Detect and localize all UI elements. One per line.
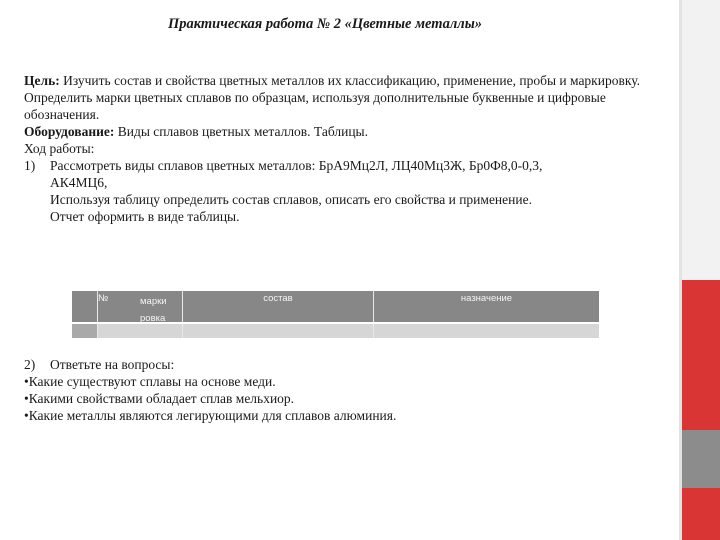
step1-line2: АК4МЦ6,	[50, 175, 108, 190]
step1-line1-text: Рассмотреть виды сплавов цветных металлов: БрА9Мц2Л, ЛЦ40Мц3Ж, Бр0Ф8,0-0,3,	[50, 158, 543, 173]
questions-section	[24, 356, 654, 424]
table-cell	[72, 324, 98, 338]
header-cell-number: №	[72, 291, 98, 322]
step1-number: 1)	[24, 158, 36, 173]
goal-paragraph	[24, 72, 654, 123]
task-description	[24, 72, 654, 225]
progress-label: Ход работы:	[24, 141, 95, 156]
table-cell	[183, 324, 374, 338]
question-item: •Какие существуют сплавы на основе меди.	[24, 374, 276, 389]
question-item: •Какими свойствами обладает сплав мельхиор.	[24, 391, 295, 406]
report-table	[72, 291, 599, 338]
equipment-text: Виды сплавов цветных металлов. Таблицы.	[114, 124, 368, 139]
step1-line1	[24, 157, 654, 174]
side-bar-grey-segment	[682, 430, 720, 488]
table-row	[72, 324, 599, 338]
side-bar-red-segment	[682, 280, 720, 430]
step1-line4: Отчет оформить в виде таблицы.	[50, 209, 240, 224]
step1-line3: Используя таблицу определить состав сплавов, описать его свойства и применение.	[50, 192, 532, 207]
step2-number: 2)	[24, 357, 36, 372]
equipment-paragraph	[24, 123, 654, 140]
header-cell-marking: марки ровка	[98, 291, 183, 322]
table-cell	[98, 324, 183, 338]
equipment-label: Оборудование:	[24, 124, 115, 139]
step2-line	[24, 356, 654, 373]
header-cell-composition: состав	[183, 291, 374, 322]
goal-label: Цель:	[24, 73, 60, 88]
side-bar-red-bottom-segment	[682, 488, 720, 540]
table-cell	[374, 324, 599, 338]
header-cell-purpose: назначение	[460, 293, 513, 304]
page-title: Практическая работа № 2 «Цветные металлы»	[167, 16, 483, 32]
table-header-row	[72, 291, 599, 322]
side-bar-light-segment	[682, 0, 720, 280]
goal-text: Изучить состав и свойства цветных металлов их классификацию, применение, пробы и маркировку. Определить марки цветных сплавов по образцам, используя дополнительные буквенные и цифровые обозначения.	[24, 73, 640, 122]
question-item: •Какие металлы являются легирующими для сплавов алюминия.	[24, 408, 397, 423]
decorative-side-bar	[682, 0, 720, 540]
step2-text: Ответьте на вопросы:	[50, 357, 175, 372]
